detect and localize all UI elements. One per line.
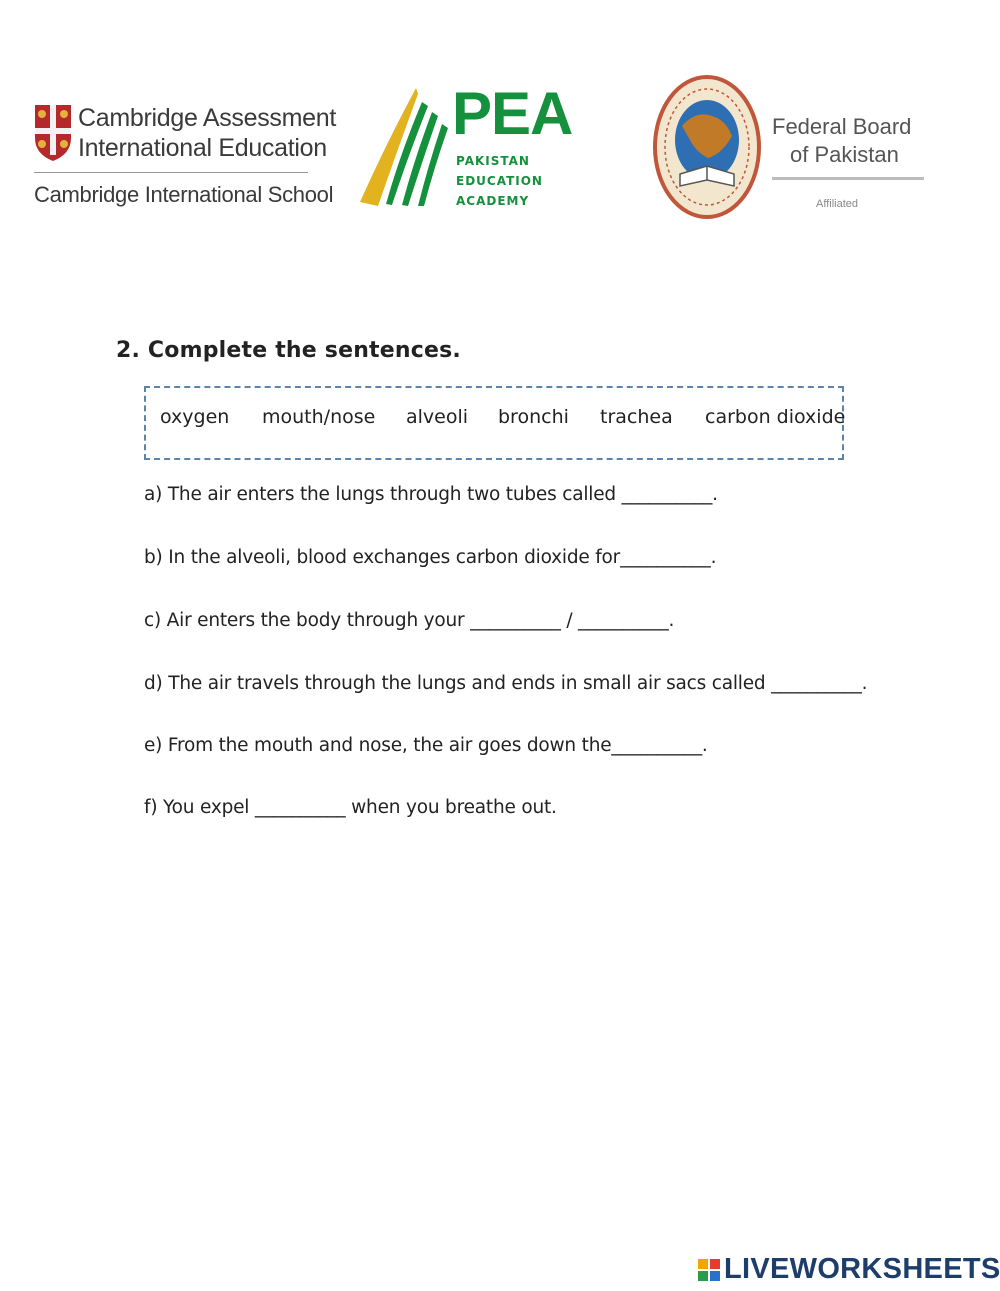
- pea-subtitle-line2: EDUCATION: [456, 174, 543, 188]
- liveworksheets-brand[interactable]: LIVEWORKSHEETS: [724, 1253, 1000, 1285]
- pea-subtitle-line1: PAKISTAN: [456, 154, 530, 168]
- word-bank-word[interactable]: mouth/nose: [262, 406, 376, 428]
- question-d: d) The air travels through the lungs and ends in small air sacs called __________.: [144, 673, 868, 694]
- question-c: c) Air enters the body through your __________ / __________.: [144, 610, 675, 631]
- word-bank-word[interactable]: oxygen: [160, 406, 230, 428]
- question-e: e) From the mouth and nose, the air goes down the__________.: [144, 735, 708, 756]
- exercise-heading: 2. Complete the sentences.: [116, 338, 461, 363]
- federal-board-affiliated-label: Affiliated: [816, 198, 858, 210]
- federal-board-title-line1: Federal Board: [772, 114, 912, 139]
- cambridge-school-name: Cambridge International School: [34, 182, 334, 207]
- word-bank-word[interactable]: carbon dioxide: [705, 406, 846, 428]
- question-a: a) The air enters the lungs through two tubes called __________.: [144, 484, 718, 505]
- word-bank-word[interactable]: trachea: [600, 406, 673, 428]
- pea-swoosh-icon: [356, 84, 452, 212]
- cambridge-divider: [34, 172, 308, 173]
- federal-board-title-line2: of Pakistan: [790, 142, 899, 167]
- question-f: f) You expel __________ when you breathe out.: [144, 797, 557, 818]
- cambridge-crest-icon: [34, 104, 72, 162]
- word-bank-word[interactable]: bronchi: [498, 406, 569, 428]
- federal-board-divider: [772, 177, 924, 180]
- pea-subtitle-line3: ACADEMY: [456, 194, 530, 208]
- pea-wordmark: PEA: [452, 80, 573, 147]
- liveworksheets-logo-icon: [698, 1259, 720, 1281]
- cambridge-title-line1: Cambridge Assessment: [78, 104, 337, 132]
- federal-board-seal-icon: [652, 74, 762, 220]
- word-bank-word[interactable]: alveoli: [406, 406, 469, 428]
- cambridge-title-line2: International Education: [78, 134, 327, 162]
- question-b: b) In the alveoli, blood exchanges carbon dioxide for__________.: [144, 547, 717, 568]
